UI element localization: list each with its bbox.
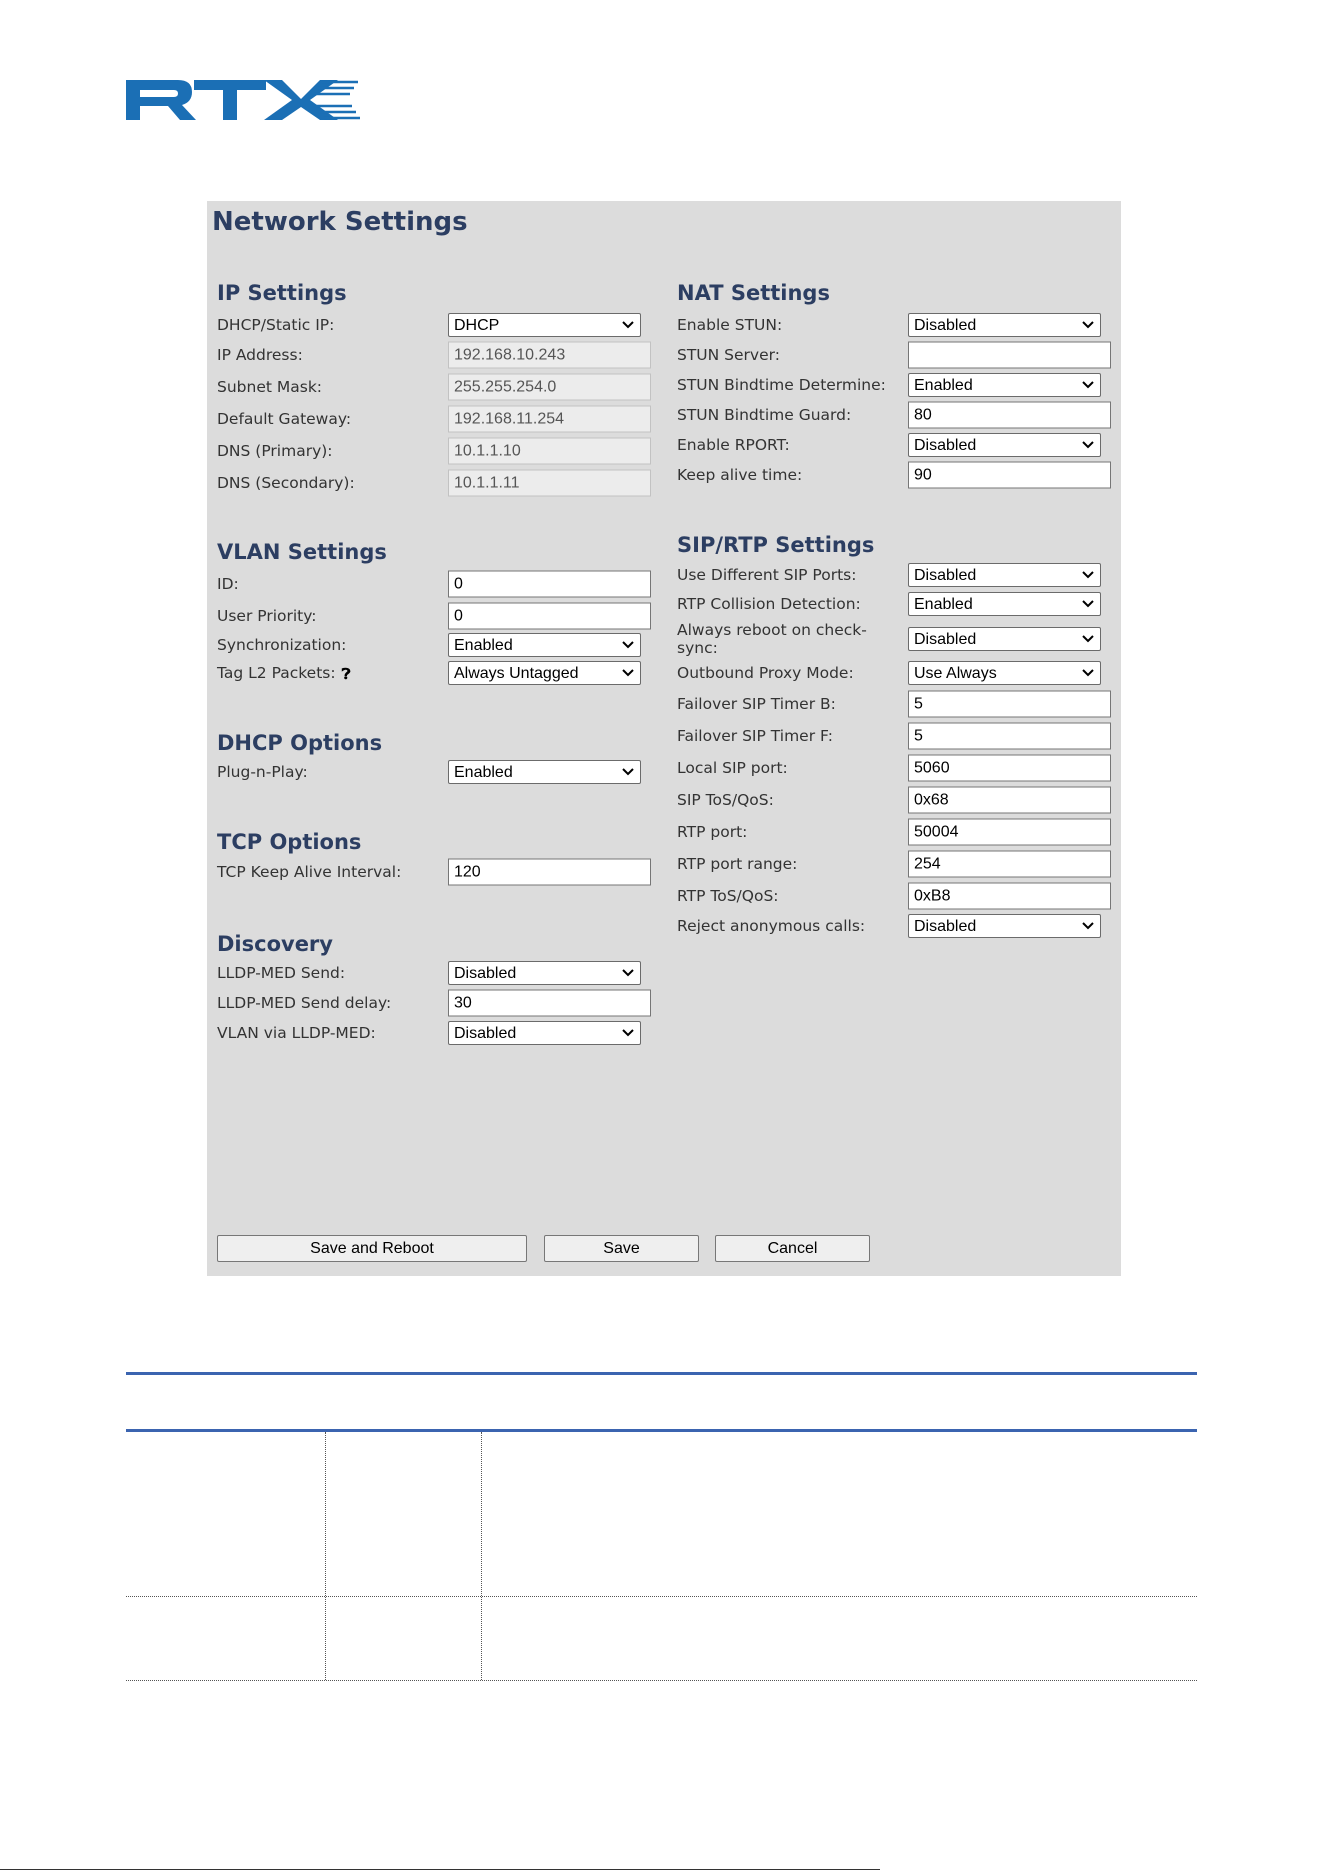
row-local-sip-port — [677, 754, 1111, 782]
bindtime-guard-label: STUN Bindtime Guard: — [677, 406, 852, 424]
timer-f-input[interactable]: 5 — [908, 723, 1111, 750]
chevron-down-icon — [622, 321, 634, 329]
default-gateway-field: 192.168.11.254 — [448, 406, 651, 433]
dns-primary-label: DNS (Primary): — [217, 442, 333, 460]
rtp-range-input[interactable]: 254 — [908, 851, 1111, 878]
dhcp-static-value: DHCP — [454, 317, 500, 334]
row-timer-b — [677, 690, 1111, 718]
section-vlan-settings: VLAN Settings — [217, 540, 387, 564]
row-tag-l2 — [217, 659, 651, 687]
row-vlan-lldp — [217, 1019, 651, 1047]
section-tcp-options: TCP Options — [217, 830, 362, 854]
vlan-lldp-label: VLAN via LLDP-MED: — [217, 1024, 376, 1042]
proxy-mode-select[interactable] — [908, 661, 1101, 685]
chevron-down-icon — [1082, 441, 1094, 449]
row-rtp-range — [677, 850, 1111, 878]
chevron-down-icon — [622, 641, 634, 649]
row-ip-address — [217, 341, 651, 369]
stun-server-label: STUN Server: — [677, 346, 780, 364]
vlan-id-input[interactable]: 0 — [448, 571, 651, 598]
bindtime-determine-select[interactable] — [908, 373, 1101, 397]
dns-secondary-label: DNS (Secondary): — [217, 474, 355, 492]
dhcp-static-label: DHCP/Static IP: — [217, 316, 335, 334]
tag-l2-label — [217, 664, 351, 683]
row-tcp-keepalive — [217, 858, 651, 886]
timer-f-label: Failover SIP Timer F: — [677, 727, 833, 745]
vlan-lldp-value: Disabled — [454, 1025, 517, 1042]
section-ip-settings: IP Settings — [217, 281, 347, 305]
save-and-reboot-button[interactable]: Save and Reboot — [217, 1235, 527, 1262]
cancel-button[interactable]: Cancel — [715, 1235, 870, 1262]
keepalive-time-label: Keep alive time: — [677, 466, 803, 484]
timer-b-label: Failover SIP Timer B: — [677, 695, 836, 713]
diff-sip-ports-label: Use Different SIP Ports: — [677, 566, 857, 584]
row-keepalive-time — [677, 461, 1111, 489]
table-header-rule — [126, 1429, 1197, 1432]
local-sip-port-label: Local SIP port: — [677, 759, 788, 777]
row-bindtime-guard — [677, 401, 1111, 429]
chevron-down-icon — [1082, 321, 1094, 329]
chevron-down-icon — [1082, 571, 1094, 579]
default-gateway-label: Default Gateway: — [217, 410, 352, 428]
sip-tos-input[interactable]: 0x68 — [908, 787, 1111, 814]
reject-anon-select[interactable] — [908, 914, 1101, 938]
plug-n-play-value: Enabled — [454, 764, 513, 781]
table-top-rule — [126, 1372, 1197, 1375]
synchronization-label: Synchronization: — [217, 636, 347, 654]
chevron-down-icon — [622, 1029, 634, 1037]
rtp-collision-select[interactable] — [908, 592, 1101, 616]
row-reboot-check-sync — [677, 619, 1111, 659]
proxy-mode-label: Outbound Proxy Mode: — [677, 664, 854, 682]
tcp-keepalive-label: TCP Keep Alive Interval: — [217, 863, 402, 881]
chevron-down-icon — [1082, 635, 1094, 643]
row-synchronization — [217, 631, 651, 659]
dhcp-static-select[interactable] — [448, 313, 641, 337]
row-diff-sip-ports — [677, 561, 1111, 589]
ip-address-field: 192.168.10.243 — [448, 342, 651, 369]
section-dhcp-options: DHCP Options — [217, 731, 383, 755]
bindtime-determine-label: STUN Bindtime Determine: — [677, 376, 886, 394]
reboot-check-sync-value: Disabled — [914, 631, 977, 648]
proxy-mode-value: Use Always — [914, 665, 997, 682]
rtp-collision-label: RTP Collision Detection: — [677, 595, 861, 613]
reboot-check-sync-label: Always reboot on check-sync: — [677, 621, 867, 657]
row-bindtime-determine — [677, 371, 1111, 399]
dns-secondary-field: 10.1.1.11 — [448, 470, 651, 497]
synchronization-value: Enabled — [454, 637, 513, 654]
sip-tos-label: SIP ToS/QoS: — [677, 791, 774, 809]
subnet-mask-field: 255.255.254.0 — [448, 374, 651, 401]
diff-sip-ports-value: Disabled — [914, 567, 977, 584]
timer-b-input[interactable]: 5 — [908, 691, 1111, 718]
lldp-send-label: LLDP-MED Send: — [217, 964, 346, 982]
row-subnet-mask — [217, 373, 651, 401]
tag-l2-label-text: Tag L2 Packets: — [217, 663, 336, 682]
reboot-check-sync-select[interactable] — [908, 627, 1101, 651]
row-lldp-send — [217, 959, 651, 987]
chevron-down-icon — [622, 669, 634, 677]
rtx-logo — [126, 76, 362, 124]
tag-l2-value: Always Untagged — [454, 665, 579, 682]
row-dns-secondary — [217, 469, 651, 497]
plug-n-play-label: Plug-n-Play: — [217, 763, 308, 781]
plug-n-play-select[interactable] — [448, 760, 641, 784]
user-priority-input[interactable]: 0 — [448, 603, 651, 630]
subnet-mask-label: Subnet Mask: — [217, 378, 323, 396]
chevron-down-icon — [622, 969, 634, 977]
table-column-divider — [325, 1432, 326, 1680]
row-dhcp-static — [217, 311, 651, 339]
lldp-delay-label: LLDP-MED Send delay: — [217, 994, 392, 1012]
row-rtp-tos — [677, 882, 1111, 910]
enable-stun-value: Disabled — [914, 317, 977, 334]
row-enable-stun — [677, 311, 1111, 339]
chevron-down-icon — [1082, 381, 1094, 389]
tcp-keepalive-input[interactable]: 120 — [448, 859, 651, 886]
row-vlan-id — [217, 570, 651, 598]
bindtime-determine-value: Enabled — [914, 377, 973, 394]
lldp-delay-input[interactable]: 30 — [448, 990, 651, 1017]
row-default-gateway — [217, 405, 651, 433]
row-rtp-port — [677, 818, 1111, 846]
dns-primary-field: 10.1.1.10 — [448, 438, 651, 465]
synchronization-select[interactable] — [448, 633, 641, 657]
section-discovery: Discovery — [217, 932, 333, 956]
rtp-port-input[interactable]: 50004 — [908, 819, 1111, 846]
row-proxy-mode — [677, 659, 1111, 687]
network-settings-panel — [207, 201, 1121, 1276]
row-reject-anon — [677, 912, 1111, 940]
table-bottom-divider — [126, 1680, 1197, 1681]
row-rtp-collision — [677, 590, 1111, 618]
rtp-port-label: RTP port: — [677, 823, 748, 841]
row-stun-server — [677, 341, 1111, 369]
local-sip-port-input[interactable]: 5060 — [908, 755, 1111, 782]
table-row-divider — [126, 1596, 1197, 1597]
keepalive-time-input[interactable]: 90 — [908, 462, 1111, 489]
row-timer-f — [677, 722, 1111, 750]
reject-anon-value: Disabled — [914, 918, 977, 935]
bindtime-guard-input[interactable]: 80 — [908, 402, 1111, 429]
chevron-down-icon — [1082, 922, 1094, 930]
row-dns-primary — [217, 437, 651, 465]
section-nat-settings: NAT Settings — [677, 281, 830, 305]
enable-stun-label: Enable STUN: — [677, 316, 783, 334]
rtp-tos-input[interactable]: 0xB8 — [908, 883, 1111, 910]
enable-rport-value: Disabled — [914, 437, 977, 454]
rtp-range-label: RTP port range: — [677, 855, 798, 873]
stun-server-input[interactable] — [908, 342, 1111, 369]
row-enable-rport — [677, 431, 1111, 459]
help-icon[interactable]: ❓︎ — [341, 664, 351, 683]
lldp-send-select[interactable] — [448, 961, 641, 985]
enable-rport-label: Enable RPORT: — [677, 436, 790, 454]
row-user-priority — [217, 602, 651, 630]
tag-l2-select[interactable] — [448, 661, 641, 685]
page-title: Network Settings — [212, 207, 468, 237]
rtp-collision-value: Enabled — [914, 596, 973, 613]
enable-rport-select[interactable] — [908, 433, 1101, 457]
chevron-down-icon — [622, 768, 634, 776]
reject-anon-label: Reject anonymous calls: — [677, 917, 866, 935]
footer-rule — [0, 1869, 880, 1870]
vlan-lldp-select[interactable] — [448, 1021, 641, 1045]
chevron-down-icon — [1082, 669, 1094, 677]
table-column-divider — [481, 1432, 482, 1680]
save-button[interactable]: Save — [544, 1235, 699, 1262]
lldp-send-value: Disabled — [454, 965, 517, 982]
diff-sip-ports-select[interactable] — [908, 563, 1101, 587]
vlan-id-label: ID: — [217, 575, 239, 593]
ip-address-label: IP Address: — [217, 346, 303, 364]
chevron-down-icon — [1082, 600, 1094, 608]
row-lldp-delay — [217, 989, 651, 1017]
rtp-tos-label: RTP ToS/QoS: — [677, 887, 779, 905]
row-sip-tos — [677, 786, 1111, 814]
enable-stun-select[interactable] — [908, 313, 1101, 337]
row-plug-n-play — [217, 758, 651, 786]
section-sip-rtp-settings: SIP/RTP Settings — [677, 533, 875, 557]
user-priority-label: User Priority: — [217, 607, 317, 625]
